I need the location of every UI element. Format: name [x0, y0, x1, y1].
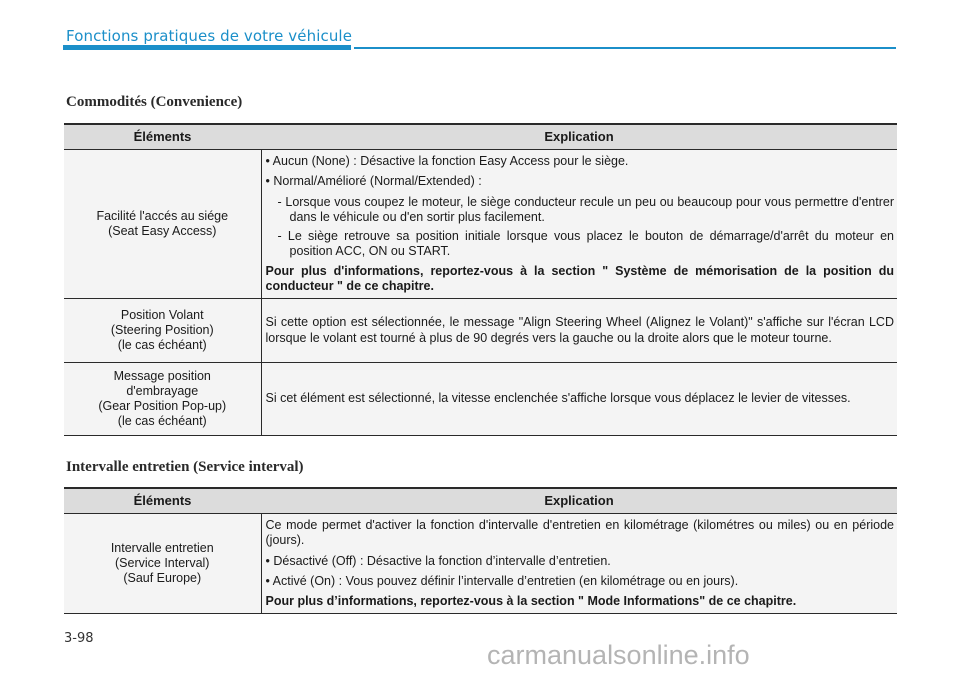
item-cell: [64, 514, 261, 614]
table-header-row: [64, 124, 897, 150]
header-accent-bar: [63, 45, 351, 50]
explanation-line: • Normal/Amélioré (Normal/Extended) :: [265, 174, 482, 189]
watermark: carmanualsonline.info: [487, 640, 750, 670]
convenience-table: [64, 123, 897, 436]
explanation-reference: Pour plus d'informations, reportez-vous à la section " Système de mémorisation de la position du conducteur " de ce chapitre.: [265, 263, 894, 293]
item-line: Position Volant: [120, 307, 204, 322]
table-row-steering-position: [64, 299, 897, 363]
item-cell: [64, 150, 261, 299]
section-title-service-interval: Intervalle entretien (Service interval): [66, 459, 304, 475]
item-line: (Service Interval): [115, 556, 210, 570]
explanation-cell: [261, 363, 897, 436]
section-title-convenience: Commodités (Convenience): [66, 94, 243, 110]
column-header-items: Éléments: [64, 488, 261, 514]
page-number: 3-98: [64, 631, 94, 646]
column-header-explanation: Explication: [261, 124, 897, 150]
explanation-line: • Activé (On) : Vous pouvez définir l’intervalle d’entretien (en kilométrage ou en jours).: [265, 573, 739, 588]
item-line: Intervalle entretien: [110, 540, 214, 555]
explanation-line: • Aucun (None) : Désactive la fonction Easy Access pour le siège.: [265, 154, 629, 168]
item-cell: [64, 299, 261, 363]
explanation-reference: Pour plus d’informations, reportez-vous à la section " Mode Informations" de ce chapitre.: [265, 594, 797, 608]
item-line: (Gear Position Pop-up): [98, 399, 227, 413]
item-line: (le cas échéant): [117, 414, 207, 429]
item-line: Message position: [113, 368, 211, 383]
explanation-line: • Désactivé (Off) : Désactive la fonction d’intervalle d’entretien.: [265, 553, 611, 568]
column-header-explanation: Explication: [261, 488, 897, 514]
table-row-gear-position-popup: [64, 363, 897, 436]
item-line: (Sauf Europe): [123, 571, 202, 586]
table-row-service-interval: [64, 514, 897, 614]
item-cell: [64, 363, 261, 436]
header-rule: [354, 47, 896, 49]
item-line: Facilité l'accés au siége: [96, 208, 229, 223]
item-line: (Seat Easy Access): [108, 224, 217, 238]
explanation-sub-item: - Lorsque vous coupez le moteur, le siège conducteur recule un peu ou beaucoup pour vous permettre d'entrer dans le véhicule ou d'en sortir plus facilement.: [277, 194, 894, 224]
explanation-line: Si cet élément est sélectionné, la vitesse enclenchée s'affiche lorsque vous déplacez le levier de vitesses.: [265, 391, 851, 406]
item-line: d'embrayage: [126, 383, 199, 398]
explanation-cell: [261, 299, 897, 363]
column-header-items: Éléments: [64, 124, 261, 150]
explanation-cell: [261, 150, 897, 299]
explanation-line: Si cette option est sélectionnée, le message "Align Steering Wheel (Alignez le Volant)" s'affiche sur l'écran LCD lorsque le volant est tourné à plus de 90 degrés vers la gauche ou la droite alors que le moteur tourne.: [265, 315, 894, 345]
service-interval-table: [64, 487, 897, 614]
table-header-row: [64, 488, 897, 514]
item-line: (Steering Position): [110, 322, 214, 337]
explanation-sub-item: - Le siège retrouve sa position initiale lorsque vous placez le bouton de démarrage/d'arrêt du moteur en position ACC, ON ou START.: [277, 229, 894, 259]
item-line: (le cas échéant): [117, 338, 207, 353]
explanation-line: Ce mode permet d'activer la fonction d'intervalle d'entretien en kilométrage (kilométres ou miles) ou en période (jours).: [265, 518, 894, 548]
explanation-cell: [261, 514, 897, 614]
table-row-seat-easy-access: [64, 150, 897, 299]
chapter-title: Fonctions pratiques de votre véhicule: [66, 27, 353, 45]
